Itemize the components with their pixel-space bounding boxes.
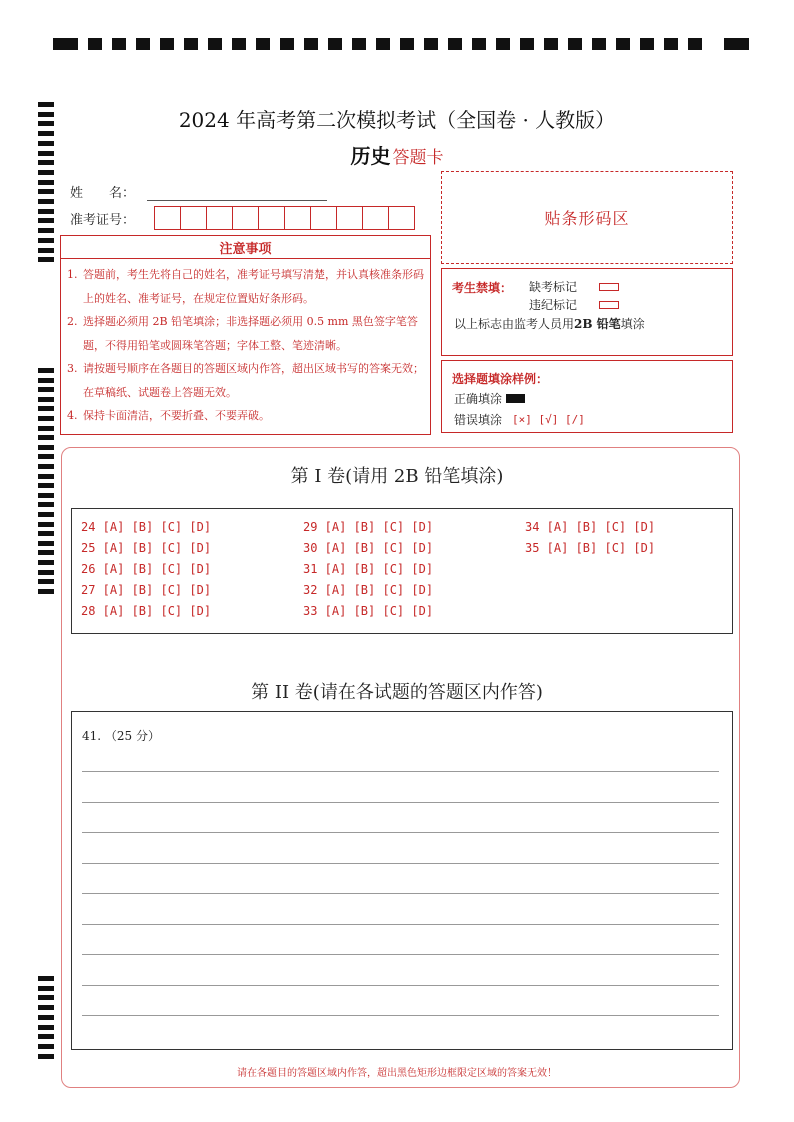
- section1-title: 第 I 卷(请用 2B 铅笔填涂): [290, 466, 504, 487]
- timing-mark: [688, 38, 702, 50]
- mc-question-row[interactable]: 33 [A] [B] [C] [D]: [303, 604, 434, 618]
- timing-mark: [38, 257, 54, 262]
- examiner-note-bold: 2B 铅笔: [574, 317, 621, 331]
- timing-mark: [232, 38, 246, 50]
- note-item: [67, 357, 424, 404]
- note-number: 4.: [67, 409, 78, 422]
- top-timing-marks: [53, 38, 749, 50]
- multiple-choice-box: [71, 508, 733, 634]
- exam-id-digit-box[interactable]: [388, 206, 415, 230]
- timing-mark: [38, 199, 54, 204]
- note-number: 2.: [67, 315, 78, 328]
- examiner-only-title: 考生禁填：: [452, 281, 513, 295]
- mc-question-row[interactable]: 24 [A] [B] [C] [D]: [81, 520, 212, 534]
- timing-mark: [544, 38, 558, 50]
- absent-mark-row: [529, 278, 619, 295]
- mc-column: [525, 517, 655, 559]
- timing-mark: [38, 1044, 54, 1049]
- answer-line: [82, 802, 719, 803]
- examiner-note-prefix: 以上标志由监考人员用: [454, 317, 575, 331]
- timing-mark: [38, 579, 54, 584]
- correct-fill-row: [454, 390, 525, 407]
- mc-question-row[interactable]: 30 [A] [B] [C] [D]: [303, 541, 434, 555]
- exam-id-digit-box[interactable]: [258, 206, 285, 230]
- fill-sample-title: 选择题填涂样例：: [452, 372, 549, 386]
- mc-question-row[interactable]: 27 [A] [B] [C] [D]: [81, 583, 212, 597]
- timing-mark: [38, 209, 54, 214]
- answer-line: [82, 985, 719, 986]
- timing-mark: [38, 170, 54, 175]
- timing-mark: [304, 38, 318, 50]
- mc-question-row[interactable]: 35 [A] [B] [C] [D]: [525, 541, 656, 555]
- timing-mark: [448, 38, 462, 50]
- mc-question-row[interactable]: 34 [A] [B] [C] [D]: [525, 520, 656, 534]
- wrong-fill-marks: [×] [√] [/]: [512, 413, 585, 426]
- mc-question-row[interactable]: 25 [A] [B] [C] [D]: [81, 541, 212, 555]
- timing-mark: [38, 397, 54, 402]
- violation-mark-row: [529, 296, 619, 313]
- answer-line: [82, 771, 719, 772]
- timing-mark: [724, 38, 749, 50]
- timing-mark: [520, 38, 534, 50]
- timing-mark: [38, 378, 54, 383]
- timing-mark: [38, 1034, 54, 1039]
- name-field[interactable]: [147, 185, 327, 201]
- timing-mark: [38, 493, 54, 498]
- exam-id-row: [70, 206, 415, 230]
- timing-mark: [53, 38, 78, 50]
- timing-mark: [160, 38, 174, 50]
- note-text: 选择题必须用 2B 铅笔填涂；非选择题必须用 0.5 mm 黑色签字笔答题，不得用铅笔或圆珠笔答题；字体工整、笔迹清晰。: [83, 315, 418, 352]
- timing-mark: [38, 387, 54, 392]
- absent-mark-label: 缺考标记: [529, 280, 578, 294]
- exam-id-digit-box[interactable]: [336, 206, 363, 230]
- essay-answer-box[interactable]: [71, 711, 733, 1050]
- absent-mark-box[interactable]: [599, 283, 619, 291]
- timing-mark: [38, 1054, 54, 1059]
- answer-line: [82, 893, 719, 894]
- timing-mark: [424, 38, 438, 50]
- exam-id-label: 准考证号：: [70, 212, 136, 228]
- mc-question-row[interactable]: 31 [A] [B] [C] [D]: [303, 562, 434, 576]
- timing-mark: [208, 38, 222, 50]
- exam-id-digit-box[interactable]: [232, 206, 259, 230]
- timing-mark: [38, 531, 54, 536]
- barcode-label: 贴条形码区: [544, 209, 630, 228]
- note-item: [67, 310, 424, 357]
- mc-question-row[interactable]: 28 [A] [B] [C] [D]: [81, 604, 212, 618]
- timing-mark: [38, 560, 54, 565]
- timing-mark: [38, 180, 54, 185]
- timing-mark: [38, 550, 54, 555]
- timing-mark: [38, 1025, 54, 1030]
- timing-mark: [38, 986, 54, 991]
- notes-title: 注意事项: [60, 235, 431, 259]
- timing-mark: [38, 238, 54, 243]
- timing-mark: [472, 38, 486, 50]
- timing-mark: [38, 406, 54, 411]
- timing-mark: [38, 995, 54, 1000]
- timing-mark: [496, 38, 510, 50]
- examiner-only-box: [441, 268, 733, 356]
- timing-mark: [664, 38, 678, 50]
- filled-box-icon: [506, 394, 525, 403]
- timing-mark: [88, 38, 102, 50]
- correct-fill-label: 正确填涂: [454, 392, 503, 406]
- mc-question-row[interactable]: 26 [A] [B] [C] [D]: [81, 562, 212, 576]
- timing-mark: [38, 218, 54, 223]
- timing-mark: [38, 1005, 54, 1010]
- timing-mark: [38, 435, 54, 440]
- name-label: 姓 名：: [70, 186, 136, 201]
- timing-mark: [256, 38, 270, 50]
- exam-title: 2024 年高考第二次模拟考试（全国卷 · 人教版）: [178, 108, 616, 132]
- exam-id-boxes[interactable]: [155, 206, 415, 230]
- notes-box: [60, 259, 431, 435]
- timing-mark: [38, 248, 54, 253]
- note-text: 请按题号顺序在各题目的答题区域内作答，超出区域书写的答案无效；在草稿纸、试题卷上答题无效。: [83, 362, 424, 399]
- timing-mark: [38, 416, 54, 421]
- exam-id-digit-box[interactable]: [284, 206, 311, 230]
- timing-mark: [640, 38, 654, 50]
- timing-mark: [38, 228, 54, 233]
- note-text: 答题前，考生先将自己的姓名，准考证号填写清楚，并认真核准条形码上的姓名、准考证号，在规定位置贴好条形码。: [83, 268, 424, 305]
- answer-line: [82, 832, 719, 833]
- mc-question-row[interactable]: 29 [A] [B] [C] [D]: [303, 520, 434, 534]
- timing-mark: [38, 570, 54, 575]
- timing-mark: [38, 454, 54, 459]
- timing-mark: [38, 502, 54, 507]
- card-label: 答题卡: [392, 148, 444, 168]
- timing-mark: [352, 38, 366, 50]
- exam-id-digit-box[interactable]: [154, 206, 181, 230]
- note-number: 3.: [67, 362, 78, 375]
- violation-mark-box[interactable]: [599, 301, 619, 309]
- timing-mark: [38, 1015, 54, 1020]
- timing-mark: [112, 38, 126, 50]
- exam-id-digit-box[interactable]: [206, 206, 233, 230]
- note-text: 保持卡面清洁，不要折叠、不要弄破。: [83, 409, 270, 422]
- timing-mark: [592, 38, 606, 50]
- timing-mark: [38, 445, 54, 450]
- timing-mark: [568, 38, 582, 50]
- violation-mark-label: 违纪标记: [529, 298, 578, 312]
- timing-mark: [136, 38, 150, 50]
- exam-id-digit-box[interactable]: [362, 206, 389, 230]
- fill-sample-box: [441, 360, 733, 433]
- timing-mark: [38, 189, 54, 194]
- mc-column: [81, 517, 211, 622]
- wrong-fill-row: [454, 411, 585, 428]
- wrong-fill-label: 错误填涂: [454, 413, 503, 427]
- timing-mark: [376, 38, 390, 50]
- timing-mark: [38, 368, 54, 373]
- answer-line: [82, 863, 719, 864]
- timing-mark: [38, 589, 54, 594]
- question-41-label: 41. （25 分）: [82, 729, 160, 743]
- name-row: [70, 182, 327, 201]
- timing-mark: [38, 976, 54, 981]
- timing-mark: [38, 541, 54, 546]
- timing-mark: [400, 38, 414, 50]
- answer-line: [82, 1015, 719, 1016]
- note-number: 1.: [67, 268, 78, 281]
- mc-column: [303, 517, 433, 622]
- examiner-note: [454, 315, 645, 332]
- timing-mark: [184, 38, 198, 50]
- mc-question-row[interactable]: 32 [A] [B] [C] [D]: [303, 583, 434, 597]
- note-item: [67, 404, 424, 428]
- exam-id-digit-box[interactable]: [310, 206, 337, 230]
- subject-heading: [0, 140, 794, 169]
- timing-mark: [328, 38, 342, 50]
- timing-mark: [280, 38, 294, 50]
- exam-id-digit-box[interactable]: [180, 206, 207, 230]
- timing-mark: [616, 38, 630, 50]
- barcode-area: [441, 171, 733, 264]
- timing-mark: [38, 426, 54, 431]
- section2-title: 第 II 卷(请在各试题的答题区内作答): [251, 682, 543, 703]
- timing-mark: [38, 522, 54, 527]
- subject-name: 历史: [350, 144, 391, 168]
- answer-line: [82, 954, 719, 955]
- note-item: [67, 263, 424, 310]
- timing-mark: [38, 512, 54, 517]
- answer-line: [82, 924, 719, 925]
- examiner-note-suffix: 填涂: [620, 317, 645, 331]
- footer-warning: 请在各题目的答题区域内作答，超出黑色矩形边框限定区域的答案无效！: [237, 1068, 557, 1079]
